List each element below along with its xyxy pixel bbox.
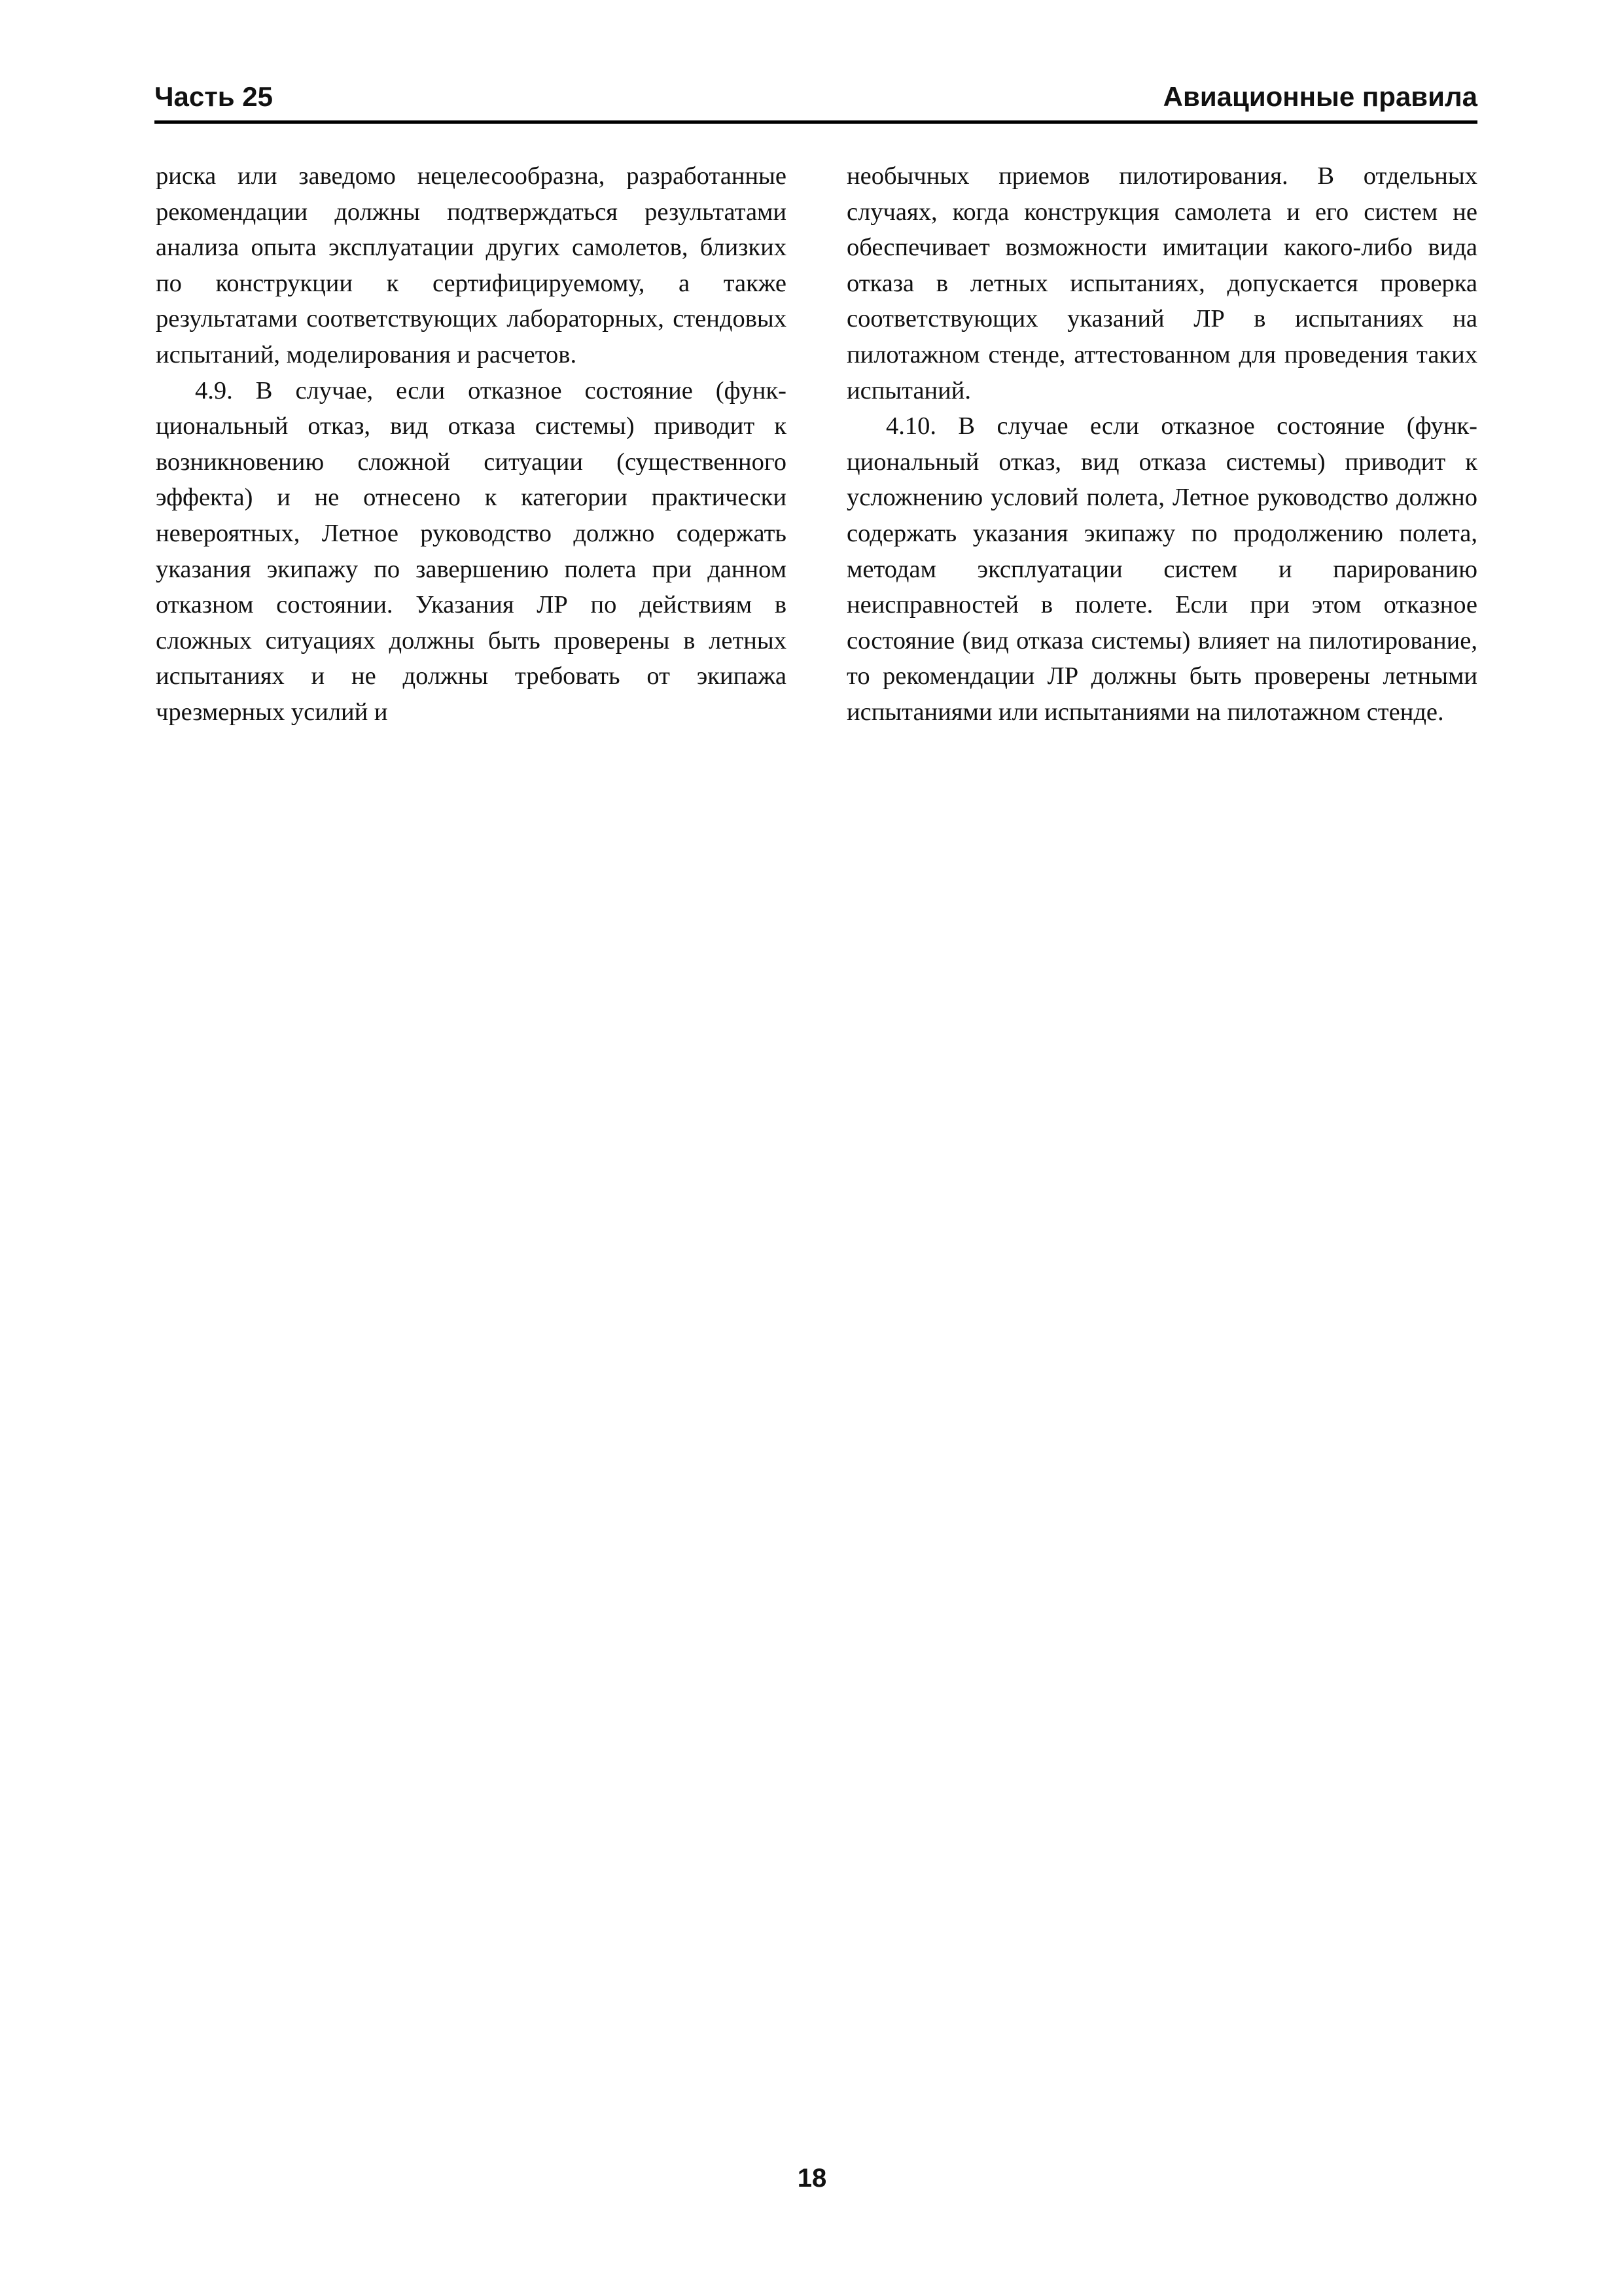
document-title: Авиационные правила: [1163, 81, 1477, 112]
paragraph-4-10: 4.10. В случае если отказное состояние (функциональный отказ, вид отказа системы) приводит к усложнению условий полета, Летное руководство должно содержать указания экипажу по продолжению полета, методам эксплуатации систем и парированию неисправностей в полете. Если при этом отказное состояние (вид отказа системы) влияет на пилотирование, то рекомендации ЛР должны быть проверены летными испытаниями или испытаниями на пилотажном стенде.: [847, 412, 1477, 726]
text-column-left: [156, 158, 786, 730]
paragraph-continuation: риска или заведомо нецелесообразна, разработанные рекомендации должны подтверждаться результатами анализа опыта эксплуатации других самолетов, близких по конструкции к сертифицируемому, а также результатами соответствующих лабораторных, стендовых испытаний, моделирования и расчетов.: [156, 162, 786, 368]
paragraph-4-9: 4.9. В случае, если отказное состояние (функциональный отказ, вид отказа системы) приводит к возникновению сложной ситуации (существенного эффекта) и не отнесено к категории практически невероятных, Летное руководство должно содержать указания экипажу по завершению полета при данном отказном состоянии. Указания ЛР по действиям в сложных ситуациях должны быть проверены в летных испытаниях и не должны требовать от экипажа чрезмерных усилий и: [156, 376, 786, 726]
text-column-right: [847, 158, 1477, 730]
page-number: 18: [797, 2164, 827, 2193]
paragraph-continuation: необычных приемов пилотирования. В отдельных случаях, когда конструкция самолета и его систем не обеспечивает возможности имитации какого-либо вида отказа в летных испытаниях, допускается проверка соответствующих указаний ЛР в испытаниях на пилотажном стенде, аттестованном для проведения таких испытаний.: [847, 162, 1477, 404]
part-label: Часть 25: [154, 81, 274, 112]
running-header: [154, 73, 1477, 124]
